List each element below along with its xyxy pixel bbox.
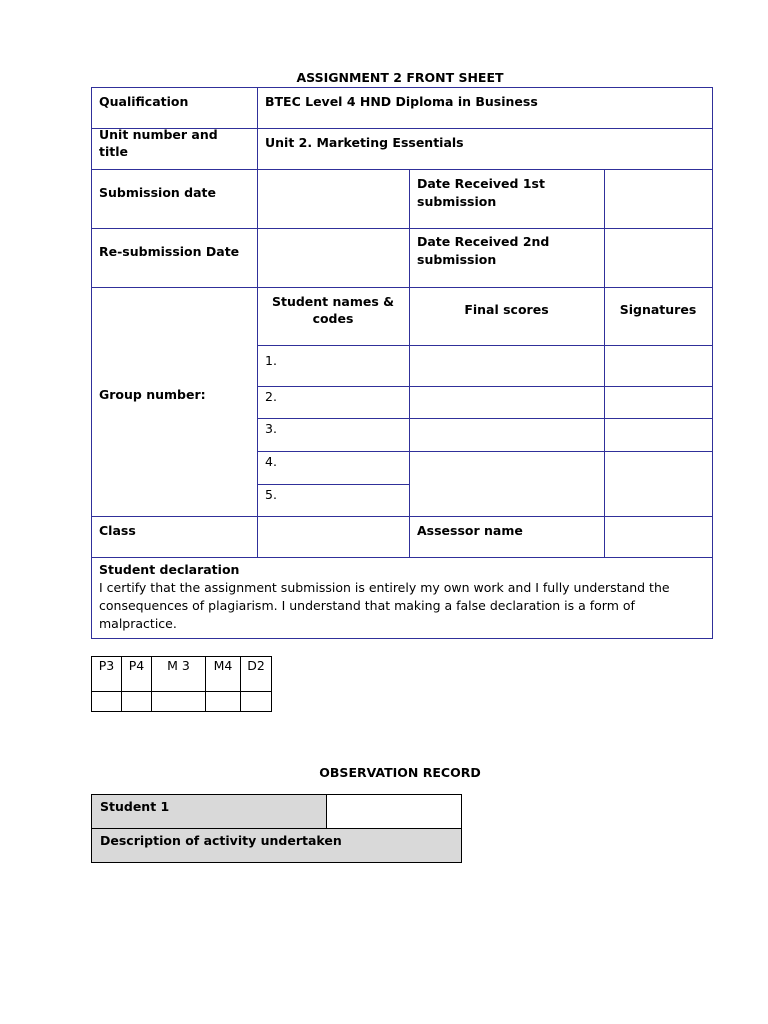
grade-header-m4: M4 <box>206 657 241 692</box>
grade-header-p3: P3 <box>92 657 122 692</box>
student-row-1[interactable]: 1. <box>265 353 277 369</box>
declaration-text: I certify that the assignment submission is entirely my own work and I fully understand the consequences of plagiarism. I understand that making a false declaration is a form of malpractice. <box>99 580 670 631</box>
grade-header-p4: P4 <box>122 657 152 692</box>
grade-cell-m3[interactable] <box>152 692 206 712</box>
student-row-2[interactable]: 2. <box>265 389 277 405</box>
declaration-title: Student declaration <box>99 562 240 577</box>
student-row-3[interactable]: 3. <box>265 421 277 437</box>
grade-cell-p3[interactable] <box>92 692 122 712</box>
class-label: Class <box>99 523 136 539</box>
submission-date-label: Submission date <box>99 184 216 200</box>
grade-header-d2: D2 <box>241 657 272 692</box>
student-row-4[interactable]: 4. <box>265 454 277 470</box>
date-received-1st-field[interactable] <box>604 170 712 228</box>
date-received-1st-label: Date Received 1st submission <box>417 176 545 209</box>
grade-cell-d2[interactable] <box>241 692 272 712</box>
qualification-value: BTEC Level 4 HND Diploma in Business <box>265 94 538 110</box>
observation-student-label: Student 1 <box>100 799 170 814</box>
observation-student-field[interactable] <box>326 794 462 829</box>
observation-description-cell <box>91 828 462 863</box>
grade-header-m3: M 3 <box>152 657 206 692</box>
observation-student-label-cell <box>91 794 327 829</box>
assessor-name-label: Assessor name <box>417 523 523 539</box>
page-title: ASSIGNMENT 2 FRONT SHEET <box>296 70 504 85</box>
observation-description-label: Description of activity undertaken <box>100 833 342 848</box>
date-received-2nd-label: Date Received 2nd submission <box>417 234 550 267</box>
student-row-5[interactable]: 5. <box>265 487 277 503</box>
submission-date-field[interactable] <box>257 170 409 228</box>
student-declaration <box>91 561 712 633</box>
grades-grid <box>91 656 272 712</box>
qualification-label: Qualification <box>99 94 189 110</box>
unit-label: Unit number and title <box>99 126 218 159</box>
group-number-label: Group number: <box>99 387 206 403</box>
observation-title: OBSERVATION RECORD <box>319 765 481 780</box>
unit-value: Unit 2. Marketing Essentials <box>265 135 464 151</box>
class-field[interactable] <box>257 517 409 557</box>
grade-cell-p4[interactable] <box>122 692 152 712</box>
signatures-header: Signatures <box>619 302 697 318</box>
date-received-2nd-field[interactable] <box>604 229 712 287</box>
resubmission-date-label: Re-submission Date <box>99 243 240 259</box>
resubmission-date-field[interactable] <box>257 229 409 287</box>
final-scores-header: Final scores <box>464 302 549 318</box>
grade-cell-m4[interactable] <box>206 692 241 712</box>
student-names-header: Student names & codes <box>271 293 395 326</box>
assessor-name-field[interactable] <box>604 517 712 557</box>
